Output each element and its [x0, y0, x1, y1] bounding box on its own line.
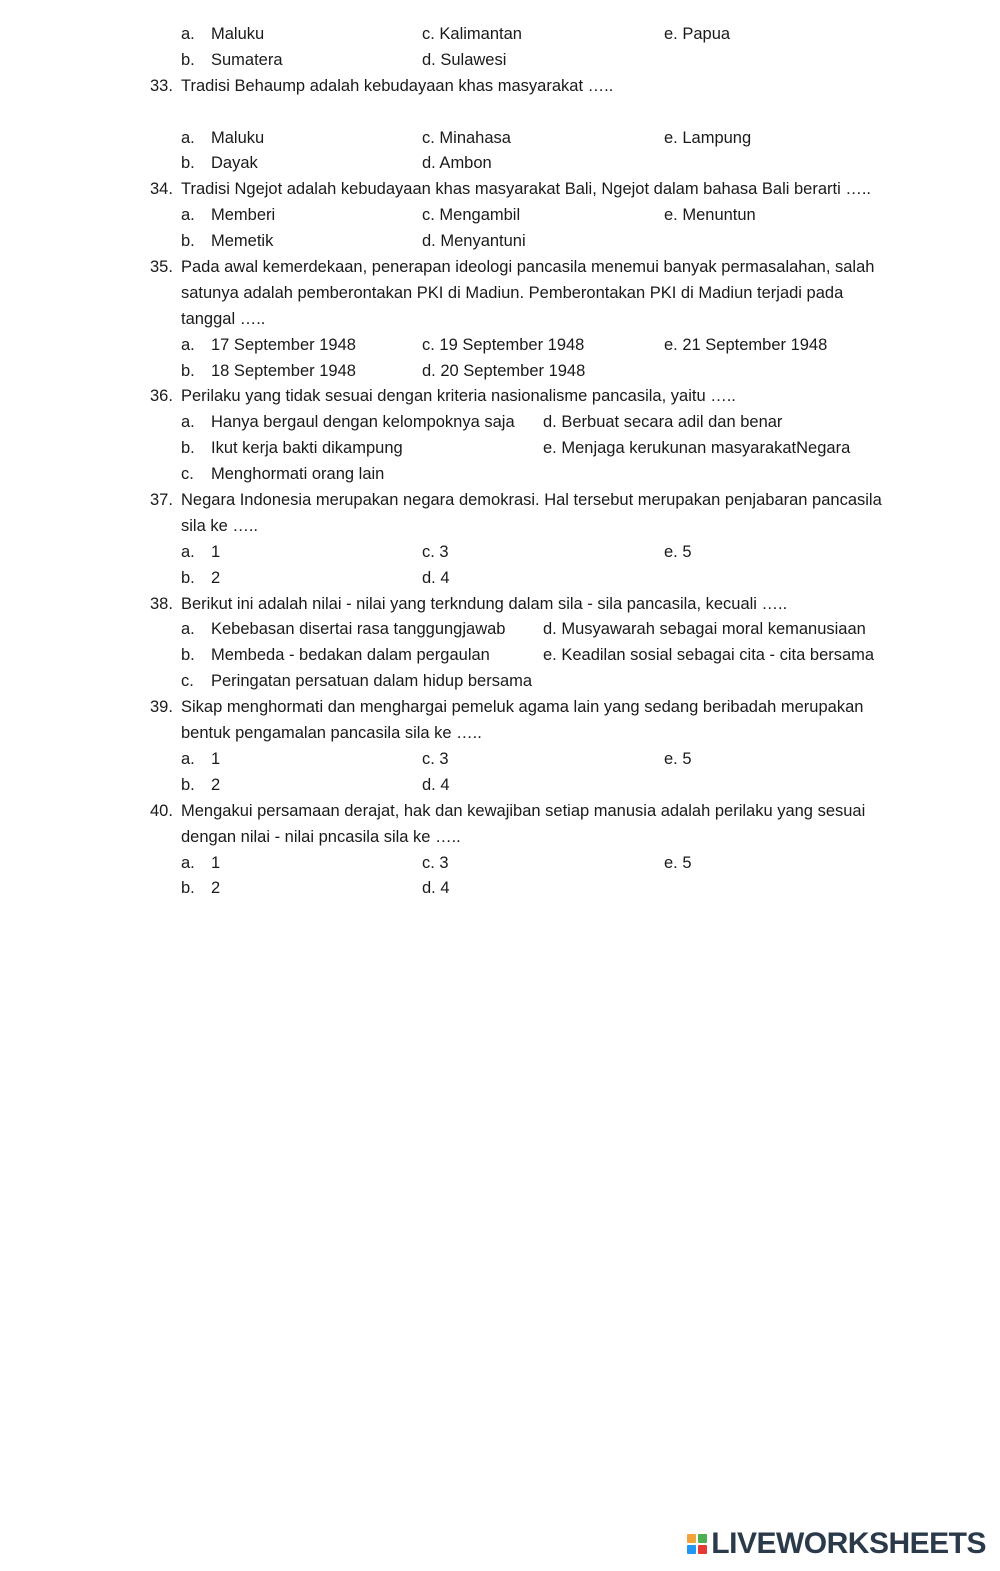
- option-a: 1: [211, 853, 221, 872]
- option-a: Maluku: [211, 128, 265, 147]
- worksheet-page: [0, 22, 1000, 902]
- option-letter: b.: [181, 361, 195, 380]
- option-row: [0, 151, 1000, 177]
- question-text: Pada awal kemerdekaan, penerapan ideologi pancasila menemui banyak permasalahan, salah: [181, 258, 875, 277]
- option-e: e. Lampung: [664, 128, 752, 147]
- option-row: [0, 643, 1000, 669]
- option-c: c. Mengambil: [422, 206, 521, 225]
- option-b: 2: [211, 775, 221, 794]
- question-40: [0, 799, 1000, 825]
- option-letter: b.: [181, 879, 195, 898]
- option-d: d. 4: [422, 775, 450, 794]
- option-letter: b.: [181, 50, 195, 69]
- question-number: 34.: [150, 180, 173, 199]
- option-e: e. 5: [664, 542, 692, 561]
- option-a: Maluku: [211, 25, 265, 43]
- option-d: d. Musyawarah sebagai moral kemanusiaan: [543, 620, 866, 639]
- option-row: [0, 48, 1000, 74]
- question-40-continued: [0, 825, 1000, 851]
- option-c: c. 3: [422, 749, 449, 768]
- option-d: d. 4: [422, 879, 450, 898]
- question-text: satunya adalah pemberontakan PKI di Madiun. Pemberontakan PKI di Madiun terjadi pada: [181, 283, 844, 302]
- option-row: [0, 617, 1000, 643]
- option-row: [0, 203, 1000, 229]
- logo-text: LIVEWORKSHEETS: [711, 1527, 986, 1560]
- option-a: Memberi: [211, 206, 276, 225]
- option-row: [0, 126, 1000, 152]
- question-39-continued: [0, 721, 1000, 747]
- option-b: 2: [211, 879, 221, 898]
- option-row: [0, 359, 1000, 385]
- option-row: [0, 462, 1000, 488]
- option-letter: a.: [181, 853, 195, 872]
- question-text: tanggal …..: [181, 309, 266, 328]
- option-row: [0, 540, 1000, 566]
- option-c: Peringatan persatuan dalam hidup bersama: [211, 672, 533, 691]
- option-d: d. Ambon: [422, 154, 492, 173]
- option-letter: a.: [181, 542, 195, 561]
- logo-square-1: [687, 1534, 696, 1543]
- question-37: [0, 488, 1000, 514]
- option-letter: b.: [181, 232, 195, 251]
- question-35-continued: [0, 281, 1000, 307]
- question-39: [0, 695, 1000, 721]
- liveworksheets-logo[interactable]: [687, 1527, 986, 1561]
- option-b: Membeda - bedakan dalam pergaulan: [211, 646, 490, 665]
- option-d: d. 20 September 1948: [422, 361, 586, 380]
- option-letter: a.: [181, 25, 195, 43]
- option-row: [0, 436, 1000, 462]
- option-d: d. Berbuat secara adil dan benar: [543, 413, 783, 432]
- option-e: e. Menuntun: [664, 206, 756, 225]
- option-a: Kebebasan disertai rasa tanggungjawab: [211, 620, 506, 639]
- logo-grid-icon: [687, 1534, 707, 1554]
- option-row: [0, 773, 1000, 799]
- question-37-continued: [0, 514, 1000, 540]
- option-b: Dayak: [211, 154, 258, 173]
- option-letter: b.: [181, 646, 195, 665]
- question-number: 40.: [150, 801, 173, 820]
- option-row: [0, 229, 1000, 255]
- question-text: Mengakui persamaan derajat, hak dan kewajiban setiap manusia adalah perilaku yang sesuai: [181, 801, 866, 820]
- question-34: [0, 177, 1000, 203]
- option-letter: a.: [181, 206, 195, 225]
- option-a: 1: [211, 749, 221, 768]
- option-c: c. 3: [422, 542, 449, 561]
- question-text: Tradisi Ngejot adalah kebudayaan khas masyarakat Bali, Ngejot dalam bahasa Bali berarti …..: [181, 180, 872, 199]
- option-d: d. 4: [422, 568, 450, 587]
- option-b: Ikut kerja bakti dikampung: [211, 439, 403, 458]
- option-letter: b.: [181, 775, 195, 794]
- option-row: [0, 669, 1000, 695]
- option-letter: c.: [181, 672, 194, 691]
- question-36: [0, 384, 1000, 410]
- option-row: [0, 22, 1000, 48]
- option-e: e. Keadilan sosial sebagai cita - cita bersama: [543, 646, 875, 665]
- option-row: [0, 333, 1000, 359]
- option-e: e. 5: [664, 853, 692, 872]
- option-c: c. 3: [422, 853, 449, 872]
- option-c: c. Minahasa: [422, 128, 511, 147]
- option-letter: a.: [181, 620, 195, 639]
- question-number: 33.: [150, 76, 173, 95]
- question-text: dengan nilai - nilai pncasila sila ke …..: [181, 827, 461, 846]
- option-b: 18 September 1948: [211, 361, 356, 380]
- option-letter: c.: [181, 465, 194, 484]
- option-c: Menghormati orang lain: [211, 465, 385, 484]
- option-c: c. 19 September 1948: [422, 335, 585, 354]
- option-letter: a.: [181, 749, 195, 768]
- option-row: [0, 410, 1000, 436]
- option-letter: b.: [181, 154, 195, 173]
- question-number: 35.: [150, 258, 173, 277]
- option-row: [0, 851, 1000, 877]
- option-b: Sumatera: [211, 50, 283, 69]
- question-text: Berikut ini adalah nilai - nilai yang terkndung dalam sila - sila pancasila, kecuali …..: [181, 594, 788, 613]
- option-letter: a.: [181, 335, 195, 354]
- question-text: sila ke …..: [181, 516, 259, 535]
- option-letter: b.: [181, 568, 195, 587]
- option-b: Memetik: [211, 232, 274, 251]
- question-number: 37.: [150, 491, 173, 510]
- option-c: c. Kalimantan: [422, 25, 522, 43]
- question-number: 39.: [150, 698, 173, 717]
- option-letter: a.: [181, 128, 195, 147]
- option-d: d. Sulawesi: [422, 50, 507, 69]
- option-row: [0, 747, 1000, 773]
- question-number: 38.: [150, 594, 173, 613]
- logo-square-3: [687, 1545, 696, 1554]
- option-e: e. Papua: [664, 25, 731, 43]
- option-a: 1: [211, 542, 221, 561]
- question-38: [0, 592, 1000, 618]
- question-number: 36.: [150, 387, 173, 406]
- option-row: [0, 876, 1000, 902]
- option-e: e. 21 September 1948: [664, 335, 828, 354]
- question-text: bentuk pengamalan pancasila sila ke …..: [181, 724, 482, 743]
- question-text: Tradisi Behaump adalah kebudayaan khas masyarakat …..: [181, 76, 614, 95]
- option-e: e. Menjaga kerukunan masyarakatNegara: [543, 439, 851, 458]
- question-35: [0, 255, 1000, 281]
- question-35-continued: [0, 307, 1000, 333]
- option-d: d. Menyantuni: [422, 232, 526, 251]
- option-letter: b.: [181, 439, 195, 458]
- question-text: Perilaku yang tidak sesuai dengan kriteria nasionalisme pancasila, yaitu …..: [181, 387, 736, 406]
- option-e: e. 5: [664, 749, 692, 768]
- question-text: Sikap menghormati dan menghargai pemeluk agama lain yang sedang beribadah merupakan: [181, 698, 864, 717]
- option-letter: a.: [181, 413, 195, 432]
- option-a: Hanya bergaul dengan kelompoknya saja: [211, 413, 515, 432]
- option-row: [0, 566, 1000, 592]
- option-b: 2: [211, 568, 221, 587]
- option-a: 17 September 1948: [211, 335, 356, 354]
- question-text: Negara Indonesia merupakan negara demokrasi. Hal tersebut merupakan penjabaran pancasila: [181, 491, 882, 510]
- logo-square-4: [698, 1545, 707, 1554]
- question-33: [0, 74, 1000, 100]
- logo-square-2: [698, 1534, 707, 1543]
